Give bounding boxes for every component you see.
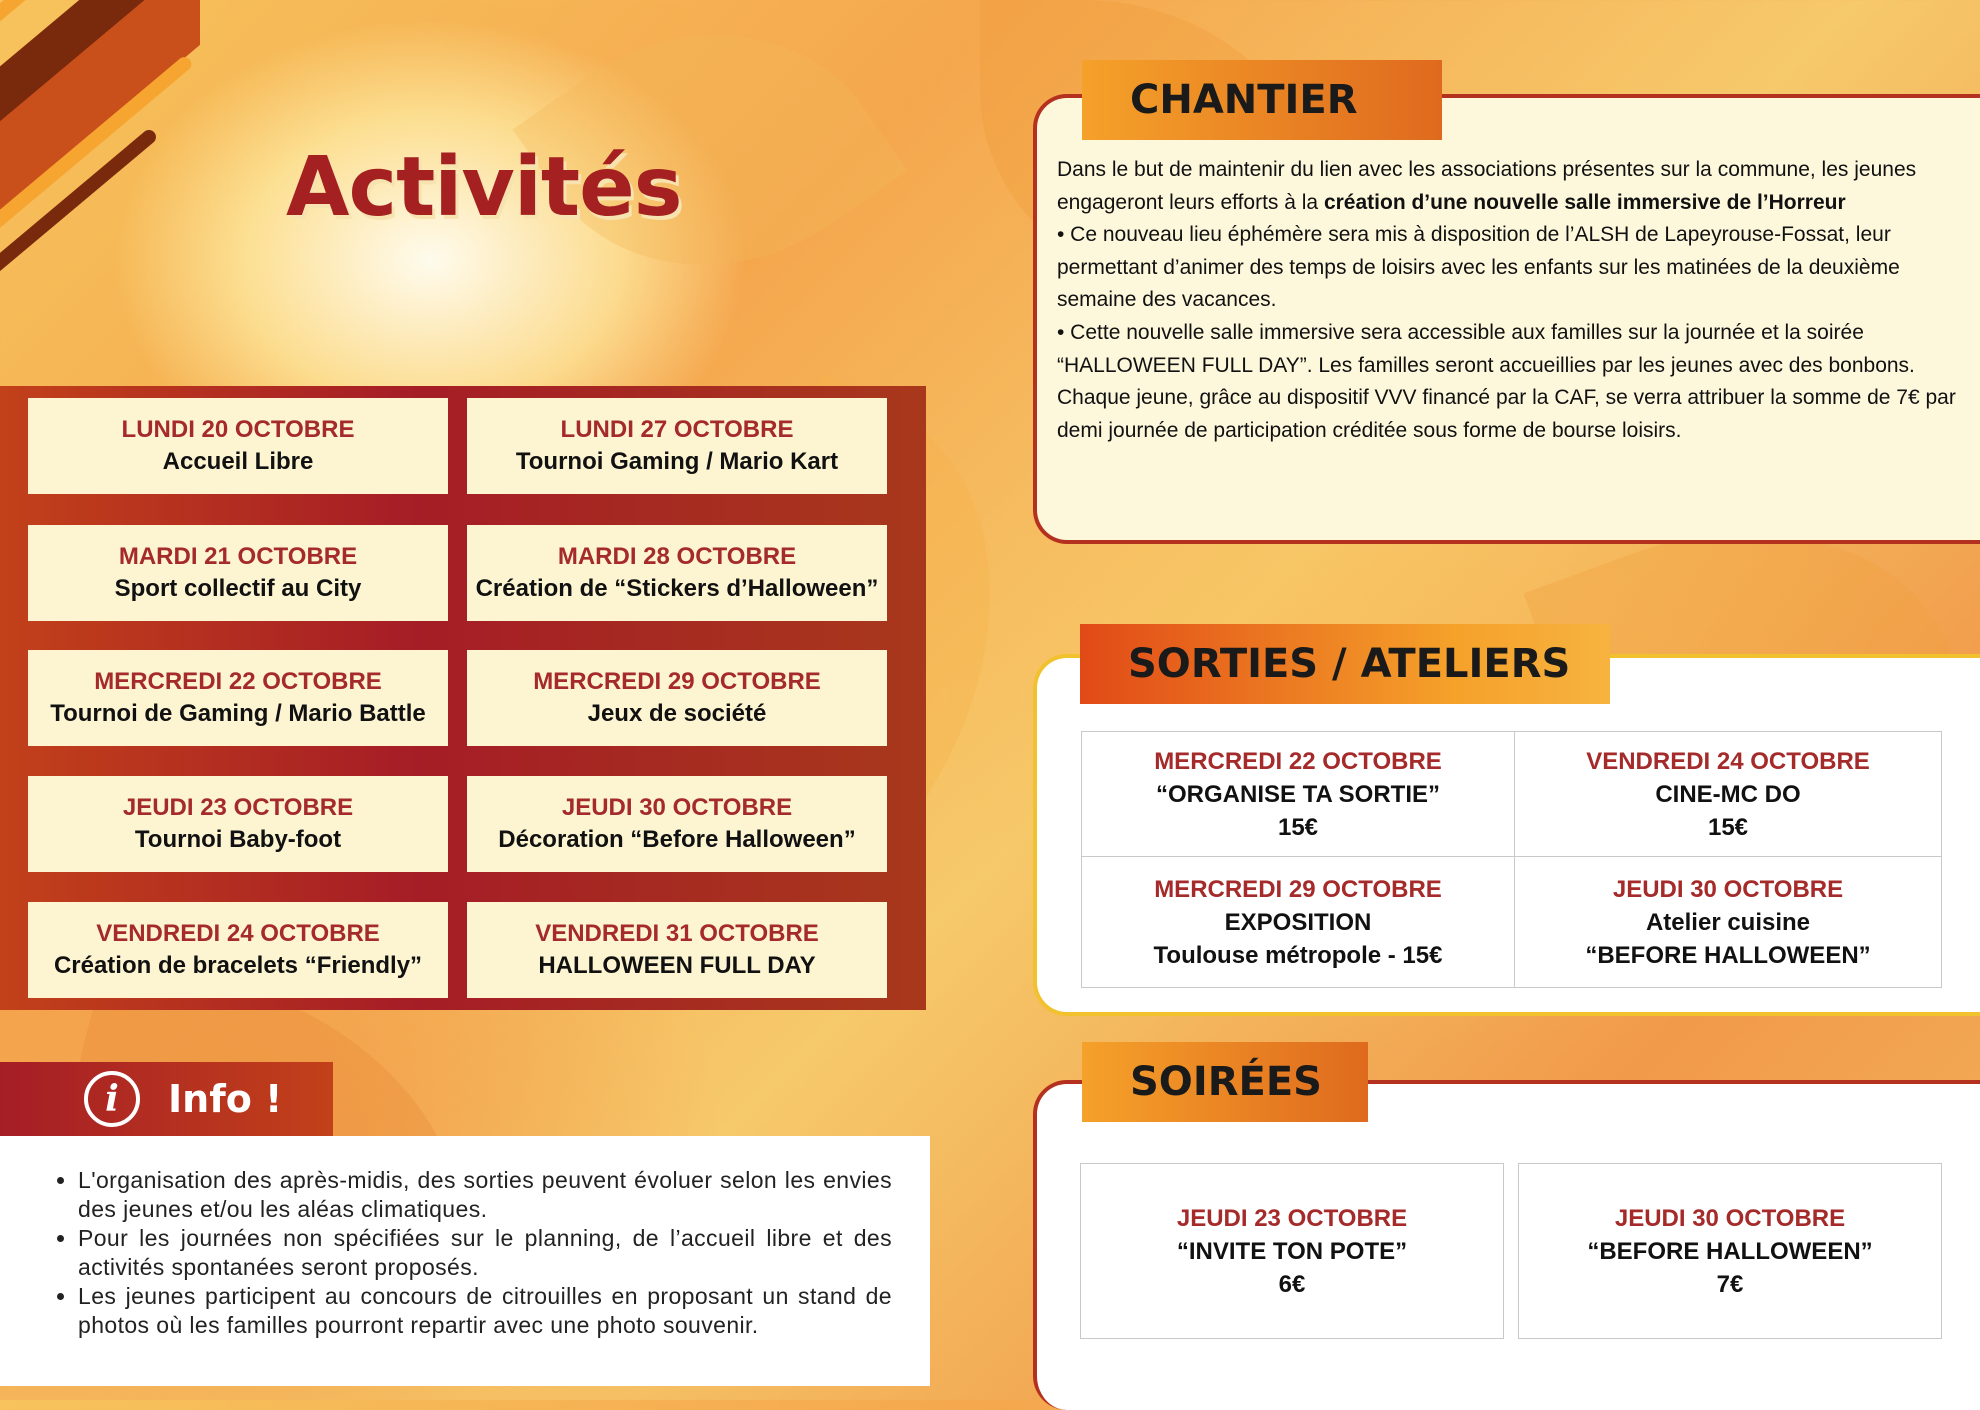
activity-day: JEUDI 23 OCTOBRE: [122, 794, 354, 821]
decorative-stripes: [0, 0, 200, 340]
sortie-day: VENDREDI 24 OCTOBRE: [1586, 747, 1870, 775]
activity-card: [28, 525, 448, 621]
sorties-title: SORTIES / ATELIERS: [1080, 624, 1610, 704]
chantier-paragraph: Chaque jeune, grâce au dispositif VVV financé par la CAF, se verra attribuer la somme de 7€ par demi journée de participation créditée sous forme de bourse loisirs.: [1057, 386, 1956, 442]
activity-name: Tournoi Baby-foot: [134, 826, 342, 853]
sortie-day: JEUDI 30 OCTOBRE: [1612, 875, 1844, 903]
chantier-paragraph: • Ce nouveau lieu éphémère sera mis à disposition de l’ALSH de Lapeyrouse-Fossat, leur permettant d’animer des temps de loisirs avec les enfants sur les matinées de la deuxième semaine des vacances.: [1057, 223, 1900, 312]
sortie-title: Atelier cuisine: [1645, 908, 1811, 936]
chantier-highlight: création d’une nouvelle salle immersive de l’Horreur: [1323, 190, 1846, 214]
sortie-price: Toulouse métropole - 15€: [1153, 941, 1443, 969]
sortie-price: 15€: [1707, 813, 1749, 841]
sortie-title: CINE-MC DO: [1655, 780, 1801, 808]
sortie-price: 15€: [1277, 813, 1319, 841]
activity-name: Création de “Stickers d’Halloween”: [475, 575, 879, 602]
activity-day: MERCREDI 22 OCTOBRE: [94, 668, 382, 695]
activity-name: Sport collectif au City: [114, 575, 362, 602]
activity-name: Jeux de société: [587, 700, 767, 727]
info-title: Info !: [168, 1077, 283, 1121]
activity-day: MERCREDI 29 OCTOBRE: [533, 668, 821, 695]
soiree-title: “BEFORE HALLOWEEN”: [1587, 1237, 1873, 1265]
chantier-text: [1057, 154, 1957, 447]
activity-card: [28, 902, 448, 998]
sortie-day: MERCREDI 29 OCTOBRE: [1154, 875, 1442, 903]
info-item: • L'organisation des après-midis, des sorties peuvent évoluer selon les envies des jeunes et/ou les aléas climatiques.: [78, 1166, 892, 1224]
activity-name: HALLOWEEN FULL DAY: [538, 952, 816, 979]
soiree-price: 6€: [1278, 1270, 1306, 1298]
sortie-day: MERCREDI 22 OCTOBRE: [1154, 747, 1442, 775]
info-box: [0, 1136, 930, 1386]
activity-card: [467, 902, 887, 998]
activity-card: [28, 776, 448, 872]
info-item: • Pour les journées non spécifiées sur le planning, de l’accueil libre et des activités spontanées seront proposés.: [78, 1224, 892, 1282]
soiree-price: 7€: [1716, 1270, 1744, 1298]
activity-name: Création de bracelets “Friendly”: [53, 952, 423, 979]
sortie-cell: [1081, 856, 1515, 988]
chantier-intro: Dans le but de maintenir du lien avec les associations présentes sur la commune, les jeunes engageront leurs efforts à la: [1057, 158, 1917, 214]
soiree-cell: [1518, 1163, 1942, 1339]
info-icon: i: [84, 1071, 140, 1127]
info-header: [0, 1062, 333, 1136]
activity-name: Tournoi de Gaming / Mario Battle: [50, 700, 426, 727]
sortie-title: “ORGANISE TA SORTIE”: [1155, 780, 1440, 808]
page-title: Activités: [286, 140, 682, 235]
activity-day: MARDI 21 OCTOBRE: [118, 543, 358, 570]
soiree-day: JEUDI 30 OCTOBRE: [1614, 1204, 1846, 1232]
activity-card: [467, 525, 887, 621]
activity-day: LUNDI 27 OCTOBRE: [560, 416, 794, 443]
info-item: • Les jeunes participent au concours de citrouilles en proposant un stand de photos où les familles pourront repartir avec une photo souvenir.: [78, 1282, 892, 1340]
sortie-cell: [1514, 856, 1942, 988]
chantier-paragraph: • Cette nouvelle salle immersive sera accessible aux familles sur la journée et la soirée “HALLOWEEN FULL DAY”. Les familles seront accueillies par les jeunes avec des bonbons.: [1057, 320, 1915, 377]
soiree-day: JEUDI 23 OCTOBRE: [1176, 1204, 1408, 1232]
chantier-paragraph: [1057, 154, 1957, 219]
info-list: [52, 1166, 892, 1340]
activity-name: Décoration “Before Halloween”: [498, 826, 856, 853]
activity-name: Tournoi Gaming / Mario Kart: [515, 448, 839, 475]
chantier-title: CHANTIER: [1082, 60, 1442, 140]
activities-panel: [0, 386, 926, 1010]
activity-card: [28, 650, 448, 746]
activity-day: VENDREDI 31 OCTOBRE: [535, 920, 819, 947]
sortie-cell: [1081, 731, 1515, 857]
sortie-cell: [1514, 731, 1942, 857]
activity-day: VENDREDI 24 OCTOBRE: [96, 920, 380, 947]
activity-card: [467, 398, 887, 494]
sortie-title: EXPOSITION: [1224, 908, 1372, 936]
activity-day: LUNDI 20 OCTOBRE: [121, 416, 355, 443]
activity-day: MARDI 28 OCTOBRE: [557, 543, 797, 570]
activity-card: [467, 776, 887, 872]
activity-card: [467, 650, 887, 746]
activity-day: JEUDI 30 OCTOBRE: [561, 794, 793, 821]
soiree-cell: [1080, 1163, 1504, 1339]
activity-name: Accueil Libre: [162, 448, 314, 475]
activity-card: [28, 398, 448, 494]
soirees-title: SOIRÉES: [1082, 1042, 1368, 1122]
soiree-title: “INVITE TON POTE”: [1176, 1237, 1408, 1265]
sortie-price: “BEFORE HALLOWEEN”: [1585, 941, 1871, 969]
